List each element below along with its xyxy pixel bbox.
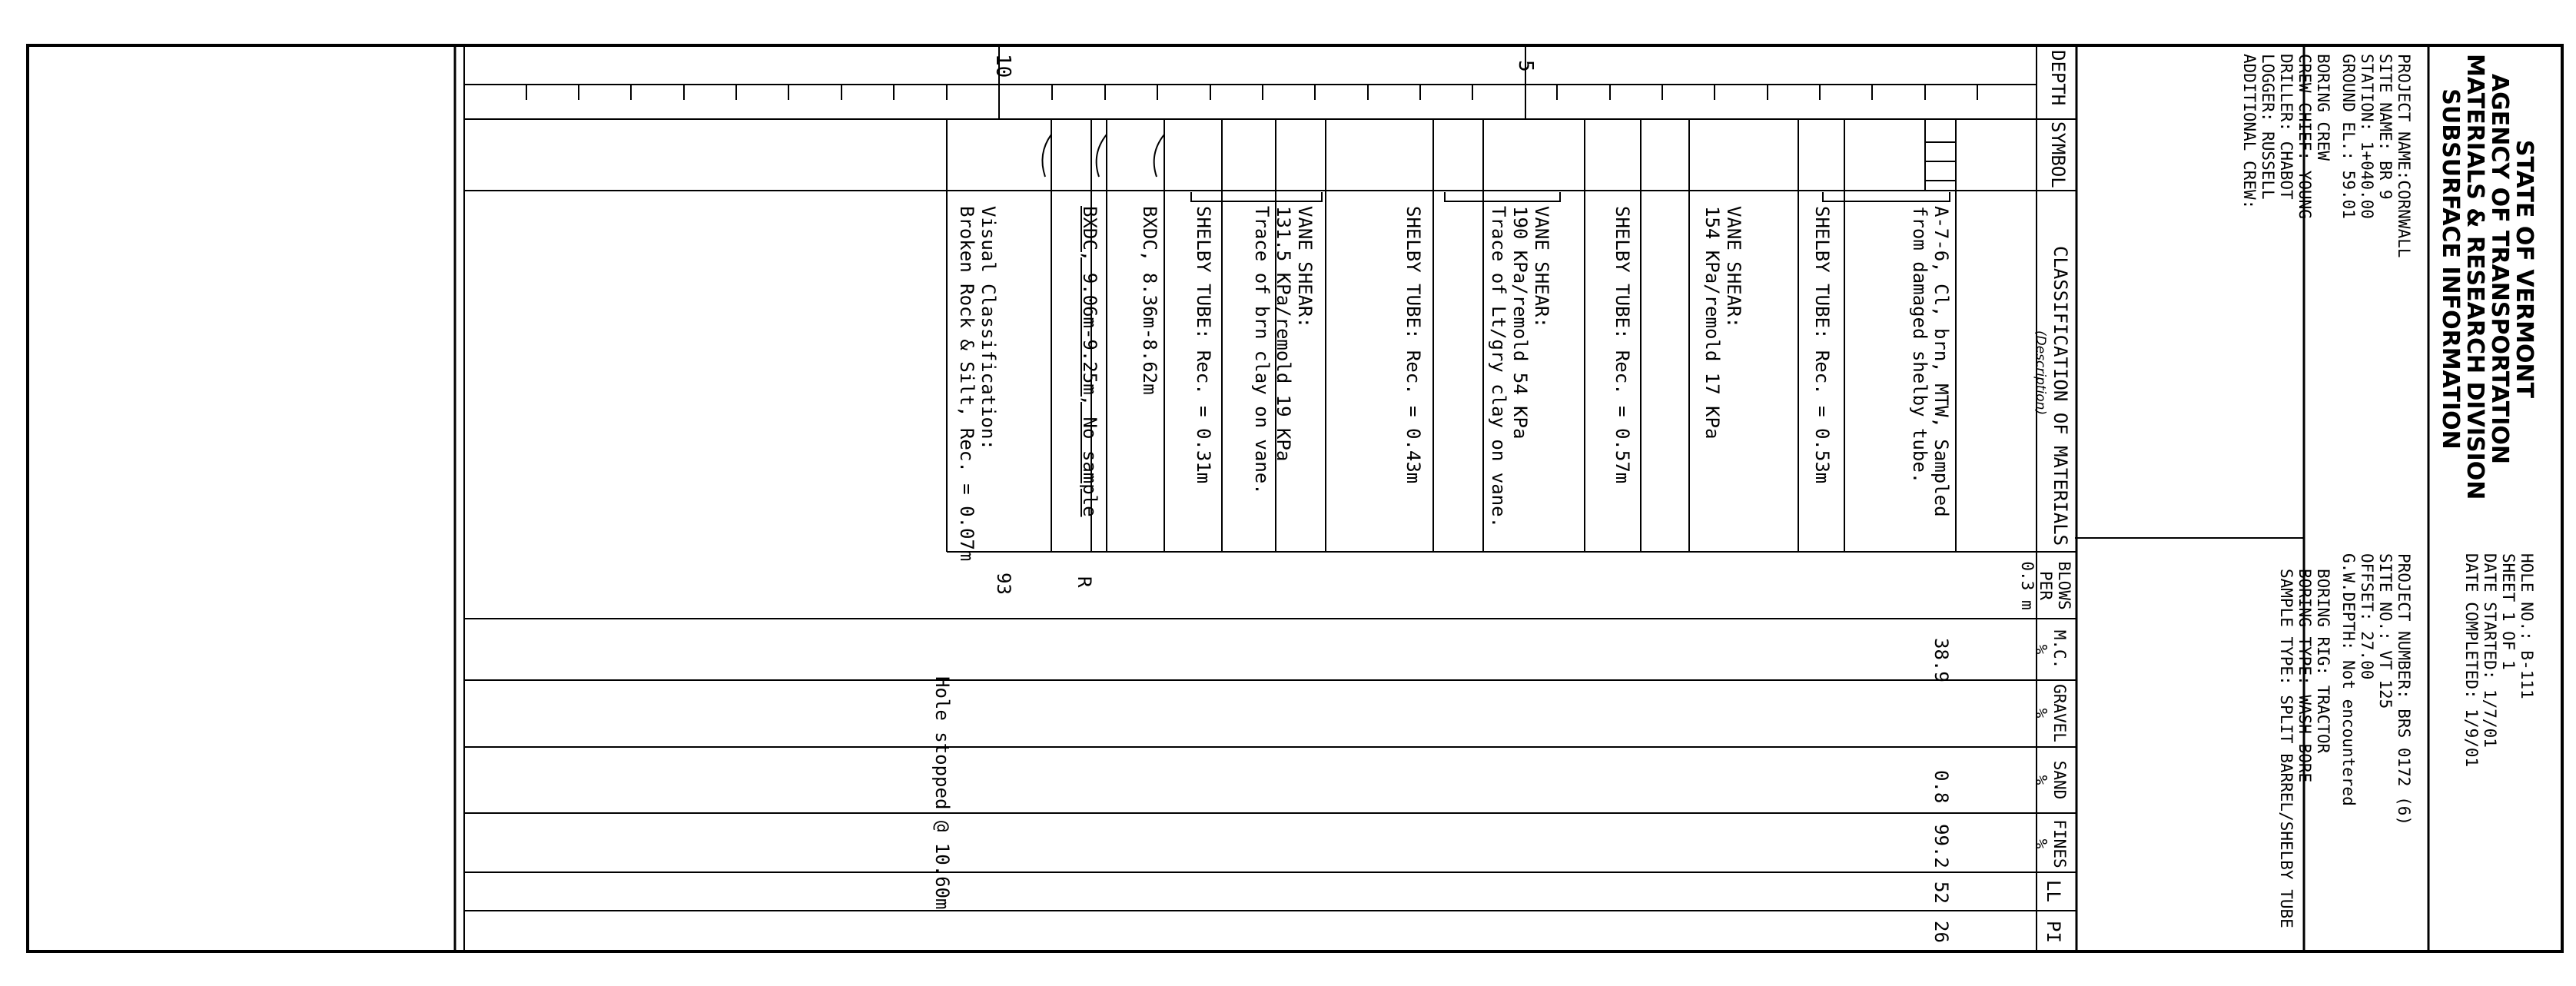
description-line: SHELBY TUBE: Rec. = 0.31m (1193, 206, 1214, 484)
hole-info (2462, 553, 2536, 767)
depth-label-10: 10 (991, 54, 1014, 78)
classification-header: CLASSIFICATION OF MATERIALS (2050, 246, 2071, 546)
mc-header (2032, 626, 2069, 672)
header-division: MATERIALS & RESEARCH DIVISION (2461, 54, 2488, 500)
description-line: Trace of brn clay on vane. (1251, 206, 1273, 495)
crew-info (2240, 54, 2332, 219)
project-number-info (2339, 553, 2413, 825)
gravel-header-unit: % (2032, 708, 2050, 719)
hole-number: HOLE NO.: B-111 (2518, 553, 2536, 699)
description-line: SHELBY TUBE: Rec. = 0.43m (1403, 206, 1424, 484)
sheet-number: SHEET 1 OF 1 (2499, 553, 2518, 670)
fines-header (2032, 817, 2069, 871)
description-line: VANE SHEAR: (1723, 206, 1744, 328)
site-name: SITE NAME: BR 9 (2376, 54, 2395, 200)
end-of-hole-note: Hole stopped @ 10.60m (931, 676, 953, 910)
project-info (2339, 54, 2413, 258)
description-line: A-7-6, Cl, brn, MTW, Sampled (1930, 206, 1952, 517)
moisture-content-value: 38.9 (1930, 638, 1952, 682)
description-line: Trace of Lt/gry clay on vane. (1488, 206, 1509, 529)
pi-header: PI (2043, 921, 2064, 943)
depth-label-5: 5 (1514, 60, 1537, 72)
description-bxdc-2 (1079, 206, 1100, 517)
description-visual-class (956, 206, 999, 561)
description-shelby-3 (1403, 206, 1424, 483)
site-number: SITE NO.: VT 125 (2376, 553, 2395, 709)
gravel-header-label: GRAVEL (2050, 684, 2069, 742)
description-line: Broken Rock & Silt, Rec. = 0.07m (956, 206, 978, 562)
project-number: PROJECT NUMBER: BRS 0172 (6) (2395, 553, 2413, 826)
depth-header: DEPTH (2047, 50, 2069, 106)
description-line: SHELBY TUBE: Rec. = 0.53m (1811, 206, 1833, 484)
fines-percent-value: 99.2 (1930, 824, 1952, 868)
mc-header-unit: % (2032, 644, 2050, 655)
description-line: VANE SHEAR: (1294, 206, 1316, 328)
symbol-header: SYMBOL (2047, 121, 2069, 188)
gravel-header (2032, 682, 2069, 744)
description-vane-2 (1488, 206, 1552, 528)
description-line: 190 KPa/remold 54 KPa (1509, 206, 1531, 440)
description-line: VANE SHEAR: (1531, 206, 1552, 328)
sand-percent-value: 0.8 (1930, 770, 1952, 804)
description-vane-3 (1251, 206, 1316, 495)
blows-refusal: R (1074, 576, 1095, 588)
logger: LOGGER: RUSSELL (2259, 54, 2277, 200)
date-completed: DATE COMPLETED: 1/9/01 (2462, 553, 2481, 768)
description-line: 131.5 KPa/remold 19 KPa (1273, 206, 1294, 462)
ground-elevation: GROUND EL.: 59.01 (2339, 54, 2358, 219)
description-line: from damaged shelby tube. (1909, 206, 1930, 484)
blows-count: 93 (993, 573, 1014, 595)
blows-header-line1: BLOWS (2055, 561, 2073, 610)
blows-header-line2: PER (2037, 571, 2055, 600)
description-line: BXDC, 9.06m-9.25m, No sample (1079, 206, 1100, 517)
project-name: PROJECT NAME:CORNWALL (2395, 54, 2413, 258)
description-line: Visual Classification: (978, 206, 999, 450)
boring-type: BORING TYPE: WASH BORE (2295, 569, 2314, 783)
liquid-limit-value: 52 (1930, 881, 1952, 904)
sand-header-label: SAND (2050, 760, 2069, 800)
header-info: SUBSURFACE INFORMATION (2437, 88, 2464, 450)
crew-chief: CREW CHIEF: YOUNG (2295, 54, 2314, 219)
boring-crew: BORING CREW (2314, 54, 2332, 161)
description-vane-1 (1701, 206, 1744, 439)
description-subheader: (Description) (2033, 330, 2048, 416)
groundwater-depth: G.W.DEPTH: Not encountered (2339, 553, 2358, 806)
date-started: DATE STARTED: 1/7/01 (2481, 553, 2499, 748)
offset: OFFSET: 27.00 (2358, 553, 2376, 680)
header-agency: AGENCY OF TRANSPORTATION (2486, 73, 2513, 465)
description-shelby-1 (1811, 206, 1833, 483)
blows-header (2018, 555, 2073, 616)
description-line: 154 KPa/remold 17 KPa (1701, 206, 1723, 440)
description-shelby-2 (1612, 206, 1633, 483)
ll-header: LL (2043, 880, 2064, 902)
boring-rig: BORING RIG: TRACTOR (2314, 569, 2332, 754)
rig-info (2277, 569, 2332, 928)
sample-type: SAMPLE TYPE: SPLIT BARREL/SHELBY TUBE (2277, 569, 2295, 928)
agency-header (2437, 54, 2538, 500)
sand-header (2032, 753, 2069, 807)
description-line: SHELBY TUBE: Rec. = 0.57m (1612, 206, 1633, 484)
fines-header-label: FINES (2050, 819, 2069, 868)
description-shelby-4 (1193, 206, 1214, 483)
additional-crew: ADDITIONAL CREW: (2240, 54, 2259, 210)
driller: DRILLER: CHABOT (2277, 54, 2295, 200)
header-state: STATE OF VERMONT (2511, 139, 2538, 399)
description-layer-1 (1909, 206, 1952, 517)
sand-header-unit: % (2032, 775, 2050, 785)
plasticity-index-value: 26 (1930, 921, 1952, 943)
fines-header-unit: % (2032, 838, 2050, 849)
station: STATION: 1+040.00 (2358, 54, 2376, 219)
description-line: BXDC, 8.36m-8.62m (1139, 206, 1160, 395)
mc-header-label: M.C. (2050, 629, 2069, 669)
blows-header-line3: 0.3 m (2018, 561, 2037, 610)
description-bxdc-1 (1139, 206, 1160, 395)
